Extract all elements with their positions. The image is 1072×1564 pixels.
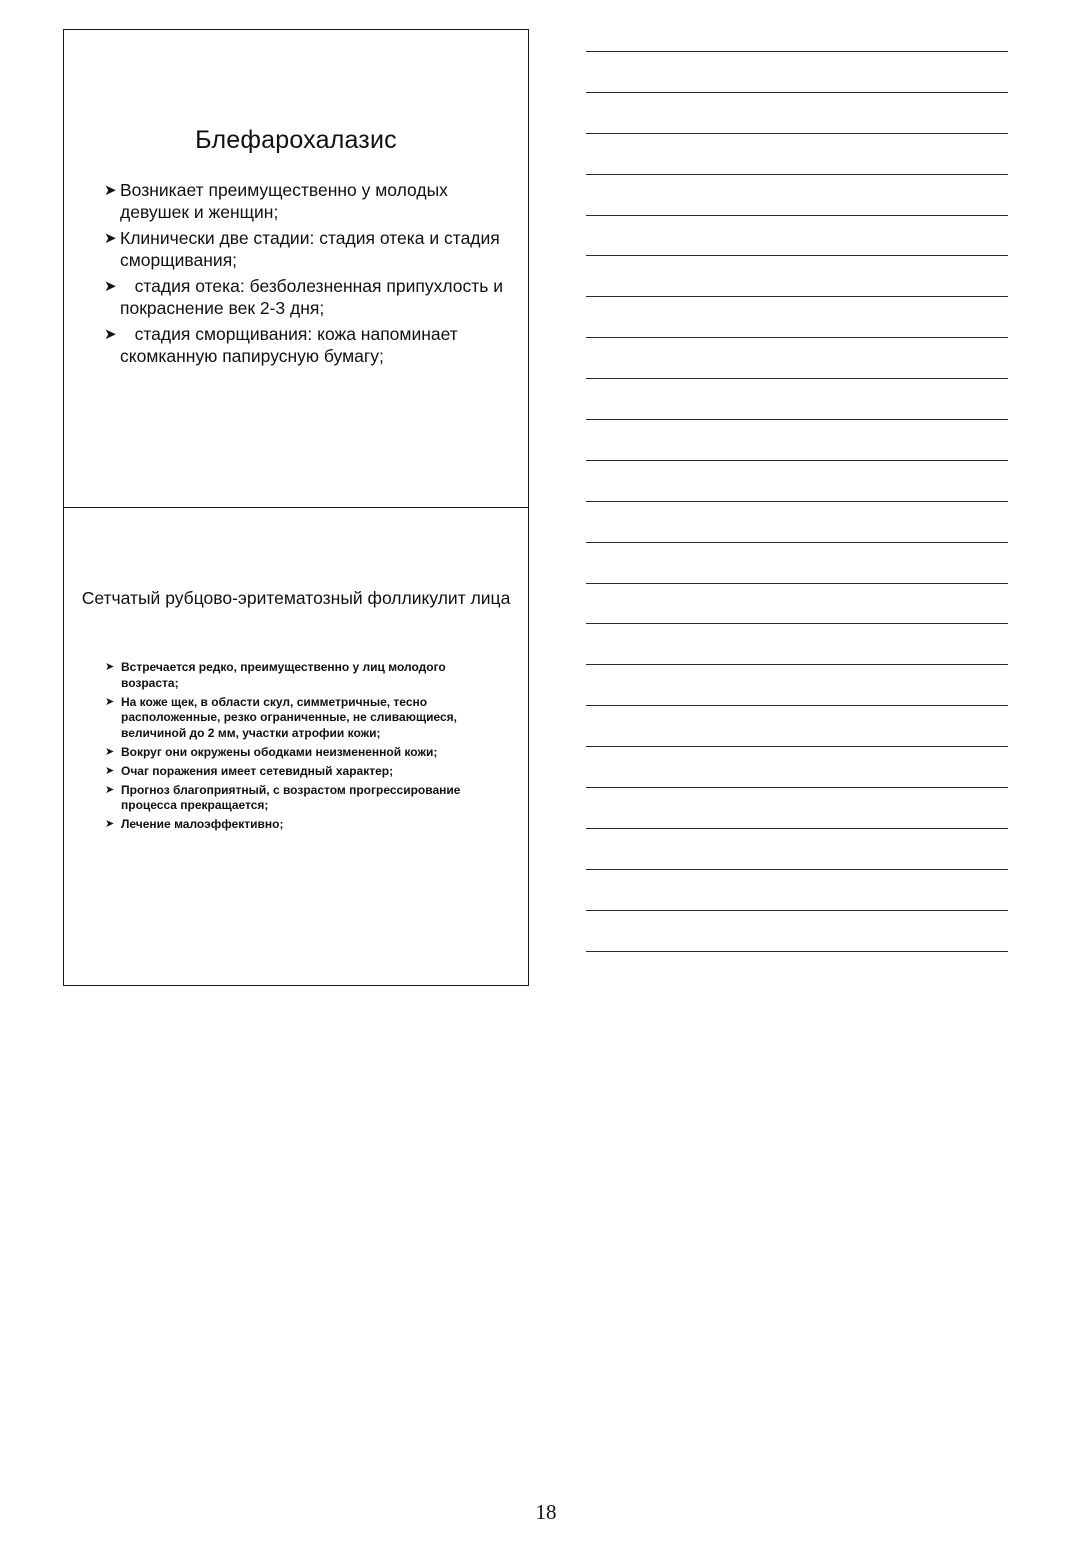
note-line: [586, 460, 1008, 461]
note-line: [586, 869, 1008, 870]
note-line: [586, 501, 1008, 502]
note-line: [586, 951, 1008, 952]
bullet-text: стадия отека: безболезненная припухлость и покраснение век 2-3 дня;: [120, 276, 508, 318]
bullet-list: [105, 660, 485, 836]
note-line: [586, 133, 1008, 134]
note-line: [586, 296, 1008, 297]
list-item: [104, 324, 504, 367]
arrowhead-right-icon: ➤: [105, 695, 115, 708]
note-line: [586, 92, 1008, 93]
bullet-list: [104, 180, 508, 372]
bullet-text: Очаг поражения имеет сетевидный характер;: [121, 763, 394, 778]
bullet-text: Прогноз благоприятный, с возрастом прогрессирование процесса прекращается;: [121, 782, 461, 812]
list-item: [105, 745, 485, 761]
note-line: [586, 255, 1008, 256]
note-line: [586, 828, 1008, 829]
note-line: [586, 215, 1008, 216]
slides-frame: [63, 29, 529, 986]
note-line: [586, 378, 1008, 379]
arrowhead-right-icon: ➤: [104, 182, 117, 199]
note-line: [586, 664, 1008, 665]
note-line: [586, 623, 1008, 624]
bullet-text: Возникает преимущественно у молодых девушек и женщин;: [120, 180, 448, 222]
bullet-text: На коже щек, в области скул, симметричные, тесно расположенные, резко ограниченные, не сливающиеся, величиной до 2 мм, участки атрофии кожи;: [121, 694, 457, 740]
note-line: [586, 746, 1008, 747]
list-item: [105, 764, 485, 780]
slide-reticular-folliculitis: [64, 508, 528, 985]
bullet-text: Вокруг они окружены ободками неизмененной кожи;: [121, 744, 438, 759]
slide-blepharochalasis: [64, 30, 528, 508]
list-item: [105, 817, 485, 833]
arrowhead-right-icon: ➤: [104, 230, 117, 247]
list-item: [104, 180, 504, 223]
slide-title: Блефарохалазис: [195, 126, 397, 154]
note-line: [586, 419, 1008, 420]
note-line: [586, 337, 1008, 338]
list-item: [105, 660, 485, 691]
list-item: [104, 228, 504, 271]
arrowhead-right-icon: ➤: [104, 326, 117, 343]
notes-lines: [586, 51, 1008, 991]
note-line: [586, 787, 1008, 788]
arrowhead-right-icon: ➤: [105, 764, 115, 777]
list-item: [105, 695, 485, 742]
list-item: [105, 783, 485, 814]
slide-title: Сетчатый рубцово-эритематозный фолликулит лица: [81, 588, 511, 608]
bullet-text: Клинически две стадии: стадия отека и стадия сморщивания;: [120, 228, 500, 270]
note-line: [586, 174, 1008, 175]
note-line: [586, 542, 1008, 543]
bullet-text: Лечение малоэффективно;: [121, 817, 284, 831]
note-line: [586, 705, 1008, 706]
bullet-text: Встречается редко, преимущественно у лиц молодого возраста;: [121, 660, 446, 690]
arrowhead-right-icon: ➤: [105, 818, 115, 830]
note-line: [586, 583, 1008, 584]
list-item: [104, 276, 508, 319]
note-line: [586, 910, 1008, 911]
arrowhead-right-icon: ➤: [105, 661, 115, 673]
arrowhead-right-icon: ➤: [104, 278, 117, 295]
arrowhead-right-icon: ➤: [105, 783, 115, 796]
bullet-text: стадия сморщивания: кожа напоминает скомканную папирусную бумагу;: [120, 324, 463, 366]
arrowhead-right-icon: ➤: [105, 745, 115, 758]
page-number: 18: [535, 1500, 557, 1524]
note-line: [586, 51, 1008, 52]
